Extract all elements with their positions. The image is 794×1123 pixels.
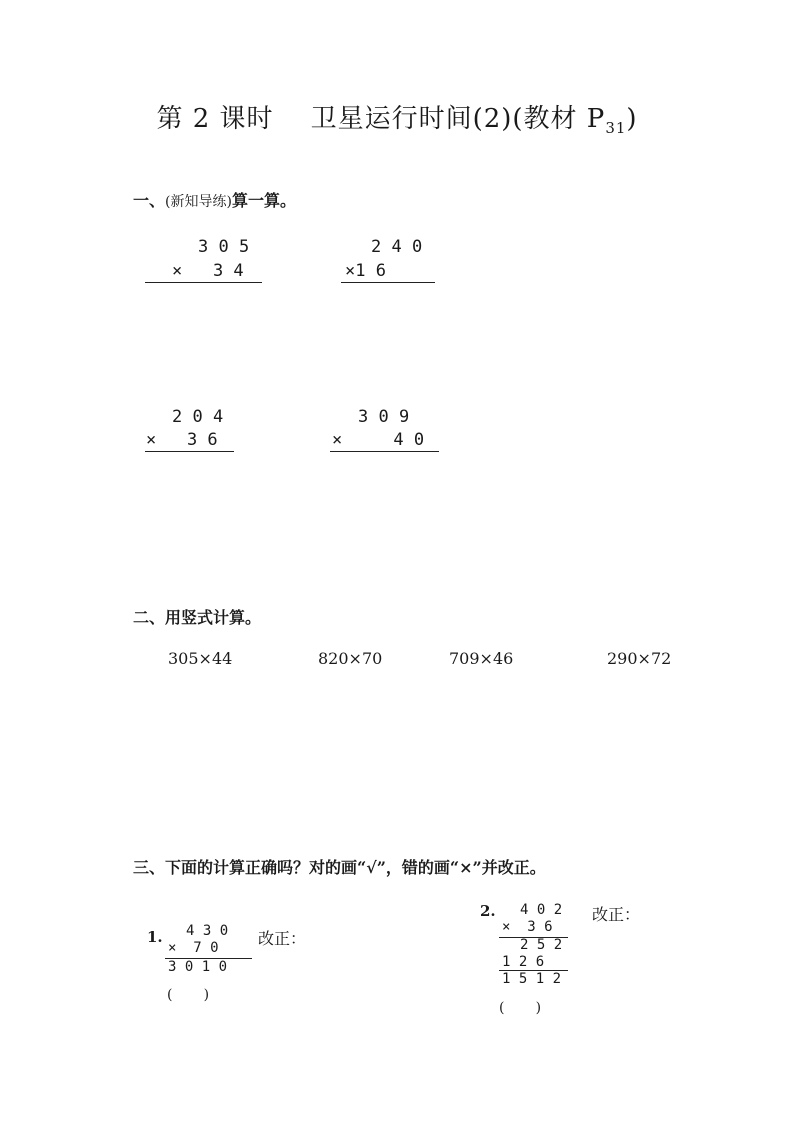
q2-partial2: 1 2 6 xyxy=(502,954,545,970)
section2-heading: 二、用竖式计算。 xyxy=(133,608,262,627)
q2-bottom: × 3 6 xyxy=(502,919,553,935)
problem1-bottom: × 3 4 xyxy=(172,261,244,281)
section1-prefix: 一、 xyxy=(133,191,166,210)
section1-heading xyxy=(133,188,296,211)
problem3-rule xyxy=(145,451,234,452)
q1-answer-paren: ( ) xyxy=(167,987,210,1003)
q2-partial1: 2 5 2 xyxy=(520,937,563,953)
problem3-top: 2 0 4 xyxy=(172,407,224,427)
problem1-top: 3 0 5 xyxy=(198,237,250,257)
problem3-bottom: × 3 6 xyxy=(146,430,218,450)
title-end: ) xyxy=(626,104,638,134)
expression-2: 820×70 xyxy=(318,649,383,668)
expression-3: 709×46 xyxy=(449,649,514,668)
title-main: 第 2 课时 卫星运行时间(2)(教材 P xyxy=(156,104,606,134)
q1-top: 4 3 0 xyxy=(186,923,229,939)
page-title xyxy=(0,98,794,137)
q2-top: 4 0 2 xyxy=(520,902,563,918)
q1-correction-label: 改正： xyxy=(258,929,307,948)
section1-text: 算一算。 xyxy=(231,191,296,210)
problem2-top: 2 4 0 xyxy=(371,237,423,257)
problem4-top: 3 0 9 xyxy=(358,407,410,427)
q1-result: 3 0 1 0 xyxy=(168,959,228,975)
q2-answer-paren: ( ) xyxy=(499,1000,542,1016)
title-subscript: 31 xyxy=(605,119,627,137)
q1-bottom: × 7 0 xyxy=(168,940,219,956)
section3-heading: 三、下面的计算正确吗？对的画“√”，错的画“×”并改正。 xyxy=(133,858,546,877)
q1-number: 1. xyxy=(147,928,163,946)
q2-number: 2. xyxy=(480,902,496,920)
section1-hint: (新知导练) xyxy=(165,194,232,210)
expression-4: 290×72 xyxy=(607,649,672,668)
problem2-rule xyxy=(341,282,435,283)
problem2-bottom: ×1 6 xyxy=(345,261,386,281)
q2-result: 1 5 1 2 xyxy=(502,971,562,987)
q2-correction-label: 改正： xyxy=(592,905,641,924)
problem1-rule xyxy=(145,282,262,283)
expression-1: 305×44 xyxy=(168,649,233,668)
problem4-bottom: × 4 0 xyxy=(332,430,425,450)
problem4-rule xyxy=(330,451,439,452)
